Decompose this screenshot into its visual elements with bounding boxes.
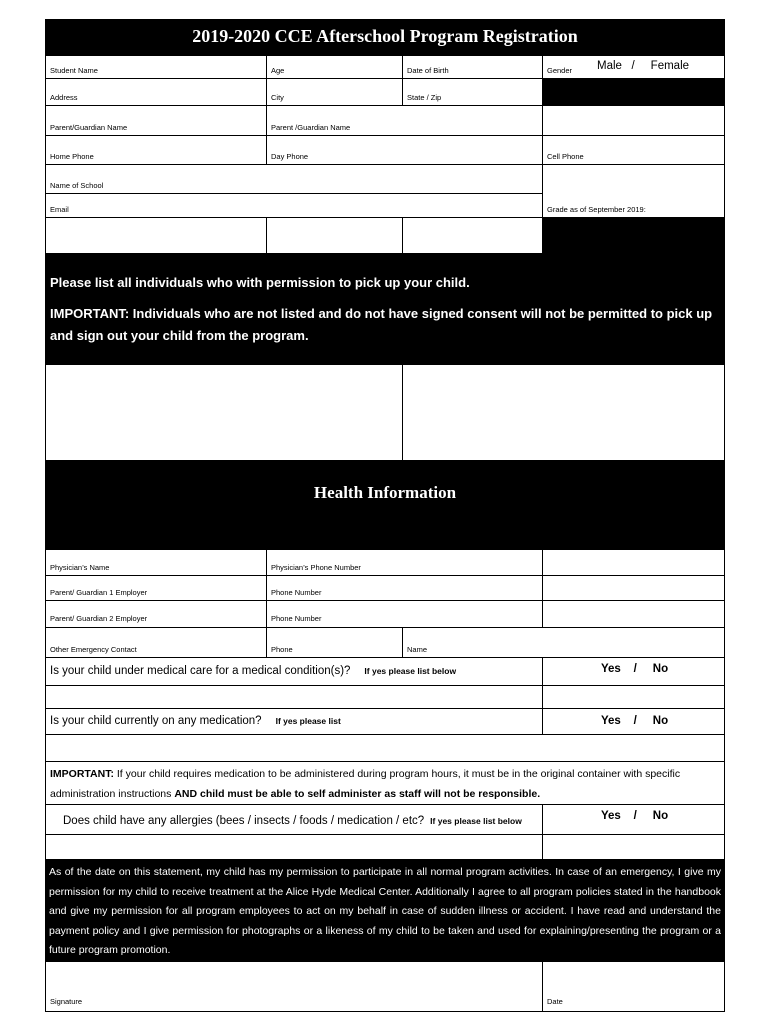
parent1-label: Parent/Guardian Name (50, 123, 128, 132)
employer2-field[interactable] (45, 600, 267, 628)
employer1-label: Parent/ Guardian 1 Employer (50, 588, 148, 597)
medication-question (45, 708, 543, 735)
home-phone-field[interactable] (45, 135, 267, 165)
important-bold: AND child must be able to self administer as staff will not be responsible. (174, 787, 541, 800)
allergy-yes-no-label: Yes / No (601, 810, 669, 822)
blank-cell-c[interactable] (402, 217, 543, 254)
cell-phone-field[interactable] (542, 135, 725, 165)
pickup-notice (45, 253, 725, 365)
blank-right-1[interactable] (542, 105, 725, 136)
medication-yes-no-label: Yes / No (601, 715, 669, 727)
allergy-list-right[interactable] (542, 834, 725, 860)
parent1-field[interactable] (45, 105, 267, 136)
allergy-yes-no[interactable] (542, 804, 725, 835)
day-phone-field[interactable] (266, 135, 543, 165)
consent-text: As of the date on this statement, my child has my permission to participate in all normal program activities. In case of an emergency, I give my permission for my child to receive treatment at the Alice Hyde Medical Center. Additionally I agree to all program policies stated in the handbook and give my permission for all program employees to act on my behalf in case of sudden illness or accident. I have read and understand the payment policy and I give permission for photographs or a likeness of my child to be taken and used for explaining/presenting the program or a future program promotion. (49, 866, 721, 956)
blank-right-3[interactable] (542, 575, 725, 601)
medication-label: Is your child currently on any medication? (50, 715, 262, 727)
city-field[interactable] (266, 78, 403, 106)
email-field[interactable] (45, 193, 543, 218)
date-label: Date (547, 997, 563, 1006)
blank-right-4[interactable] (542, 600, 725, 628)
state-zip-label: State / Zip (407, 93, 442, 102)
form-title: 2019-2020 CCE Afterschool Program Registration (192, 26, 578, 46)
gender-field[interactable] (542, 55, 725, 79)
medication-note: If yes please list (275, 716, 341, 726)
age-label: Age (271, 66, 285, 75)
signature-label: Signature (50, 997, 83, 1006)
email-label: Email (50, 205, 69, 214)
medication-yes-no[interactable] (542, 708, 725, 735)
pickup-list-right[interactable] (402, 364, 725, 461)
employer2-label: Parent/ Guardian 2 Employer (50, 614, 148, 623)
emergency-name-label: Name (407, 645, 428, 654)
physician-phone-field[interactable] (266, 549, 543, 576)
dob-field[interactable] (402, 55, 543, 79)
signature-field[interactable] (45, 961, 543, 1012)
allergy-question (45, 804, 543, 835)
gender-options: Male / Female (597, 60, 690, 72)
allergy-list-left[interactable] (45, 834, 543, 860)
pickup-line1: Please list all individuals who with permission to pick up your child. (50, 275, 470, 290)
important-label: IMPORTANT: (50, 768, 114, 780)
medical-care-list-left[interactable] (45, 685, 543, 709)
emergency-phone-label: Phone (271, 645, 293, 654)
grade-field[interactable] (542, 164, 725, 218)
student-name-label: Student Name (50, 66, 98, 75)
address-field[interactable] (45, 78, 267, 106)
medical-care-yes-no[interactable] (542, 657, 725, 686)
blank-right-2[interactable] (542, 549, 725, 576)
health-header (45, 460, 725, 550)
black-block-right-1 (542, 78, 725, 106)
employer1-field[interactable] (45, 575, 267, 601)
city-label: City (271, 93, 284, 102)
title-bar (45, 19, 725, 55)
medication-important (45, 761, 725, 805)
state-zip-field[interactable] (402, 78, 543, 106)
address-label: Address (50, 93, 78, 102)
age-field[interactable] (266, 55, 403, 79)
pickup-line2: IMPORTANT: Individuals who are not listed and do not have signed consent will not be permitted to pick up and sign out your child from the program. (50, 306, 713, 343)
important-text: If your child requires medication to be administered during program hours, it must be in the original container with specific administration instructions (50, 768, 681, 800)
grade-label: Grade as of September 2019: (547, 205, 646, 214)
physician-name-label: Physician’s Name (50, 563, 110, 572)
emergency-phone-field[interactable] (266, 627, 403, 658)
cell-phone-label: Cell Phone (547, 152, 584, 161)
school-label: Name of School (50, 181, 104, 190)
parent2-field[interactable] (266, 105, 543, 136)
blank-cell-a[interactable] (45, 217, 267, 254)
emergency-contact-field[interactable] (45, 627, 267, 658)
medication-list[interactable] (45, 734, 725, 762)
consent-statement (45, 859, 725, 962)
gender-label: Gender (547, 66, 573, 75)
home-phone-label: Home Phone (50, 152, 94, 161)
allergy-label: Does child have any allergies (bees / insects / foods / medication / etc? (63, 815, 425, 827)
emergency-contact-label: Other Emergency Contact (50, 645, 137, 654)
dob-label: Date of Birth (407, 66, 449, 75)
blank-cell-b[interactable] (266, 217, 403, 254)
phone2-label: Phone Number (271, 614, 322, 623)
medical-care-question (45, 657, 543, 686)
day-phone-label: Day Phone (271, 152, 309, 161)
allergy-note: If yes please list below (430, 816, 522, 826)
phone1-label: Phone Number (271, 588, 322, 597)
school-field[interactable] (45, 164, 543, 194)
health-title: Health Information (313, 483, 457, 502)
medical-care-list-right[interactable] (542, 685, 725, 709)
emergency-name-field[interactable] (402, 627, 725, 658)
physician-phone-label: Physician’s Phone Number (271, 563, 361, 572)
date-field[interactable] (542, 961, 725, 1012)
physician-name-field[interactable] (45, 549, 267, 576)
parent2-label: Parent /Guardian Name (271, 123, 351, 132)
medical-care-note: If yes please list below (364, 666, 457, 676)
medical-care-yes-no-label: Yes / No (601, 663, 669, 675)
medical-care-label: Is your child under medical care for a medical condition(s)? (50, 665, 351, 677)
phone2-field[interactable] (266, 600, 543, 628)
phone1-field[interactable] (266, 575, 543, 601)
student-name-field[interactable] (45, 55, 267, 79)
pickup-list-left[interactable] (45, 364, 403, 461)
black-block-right-2 (542, 217, 725, 254)
